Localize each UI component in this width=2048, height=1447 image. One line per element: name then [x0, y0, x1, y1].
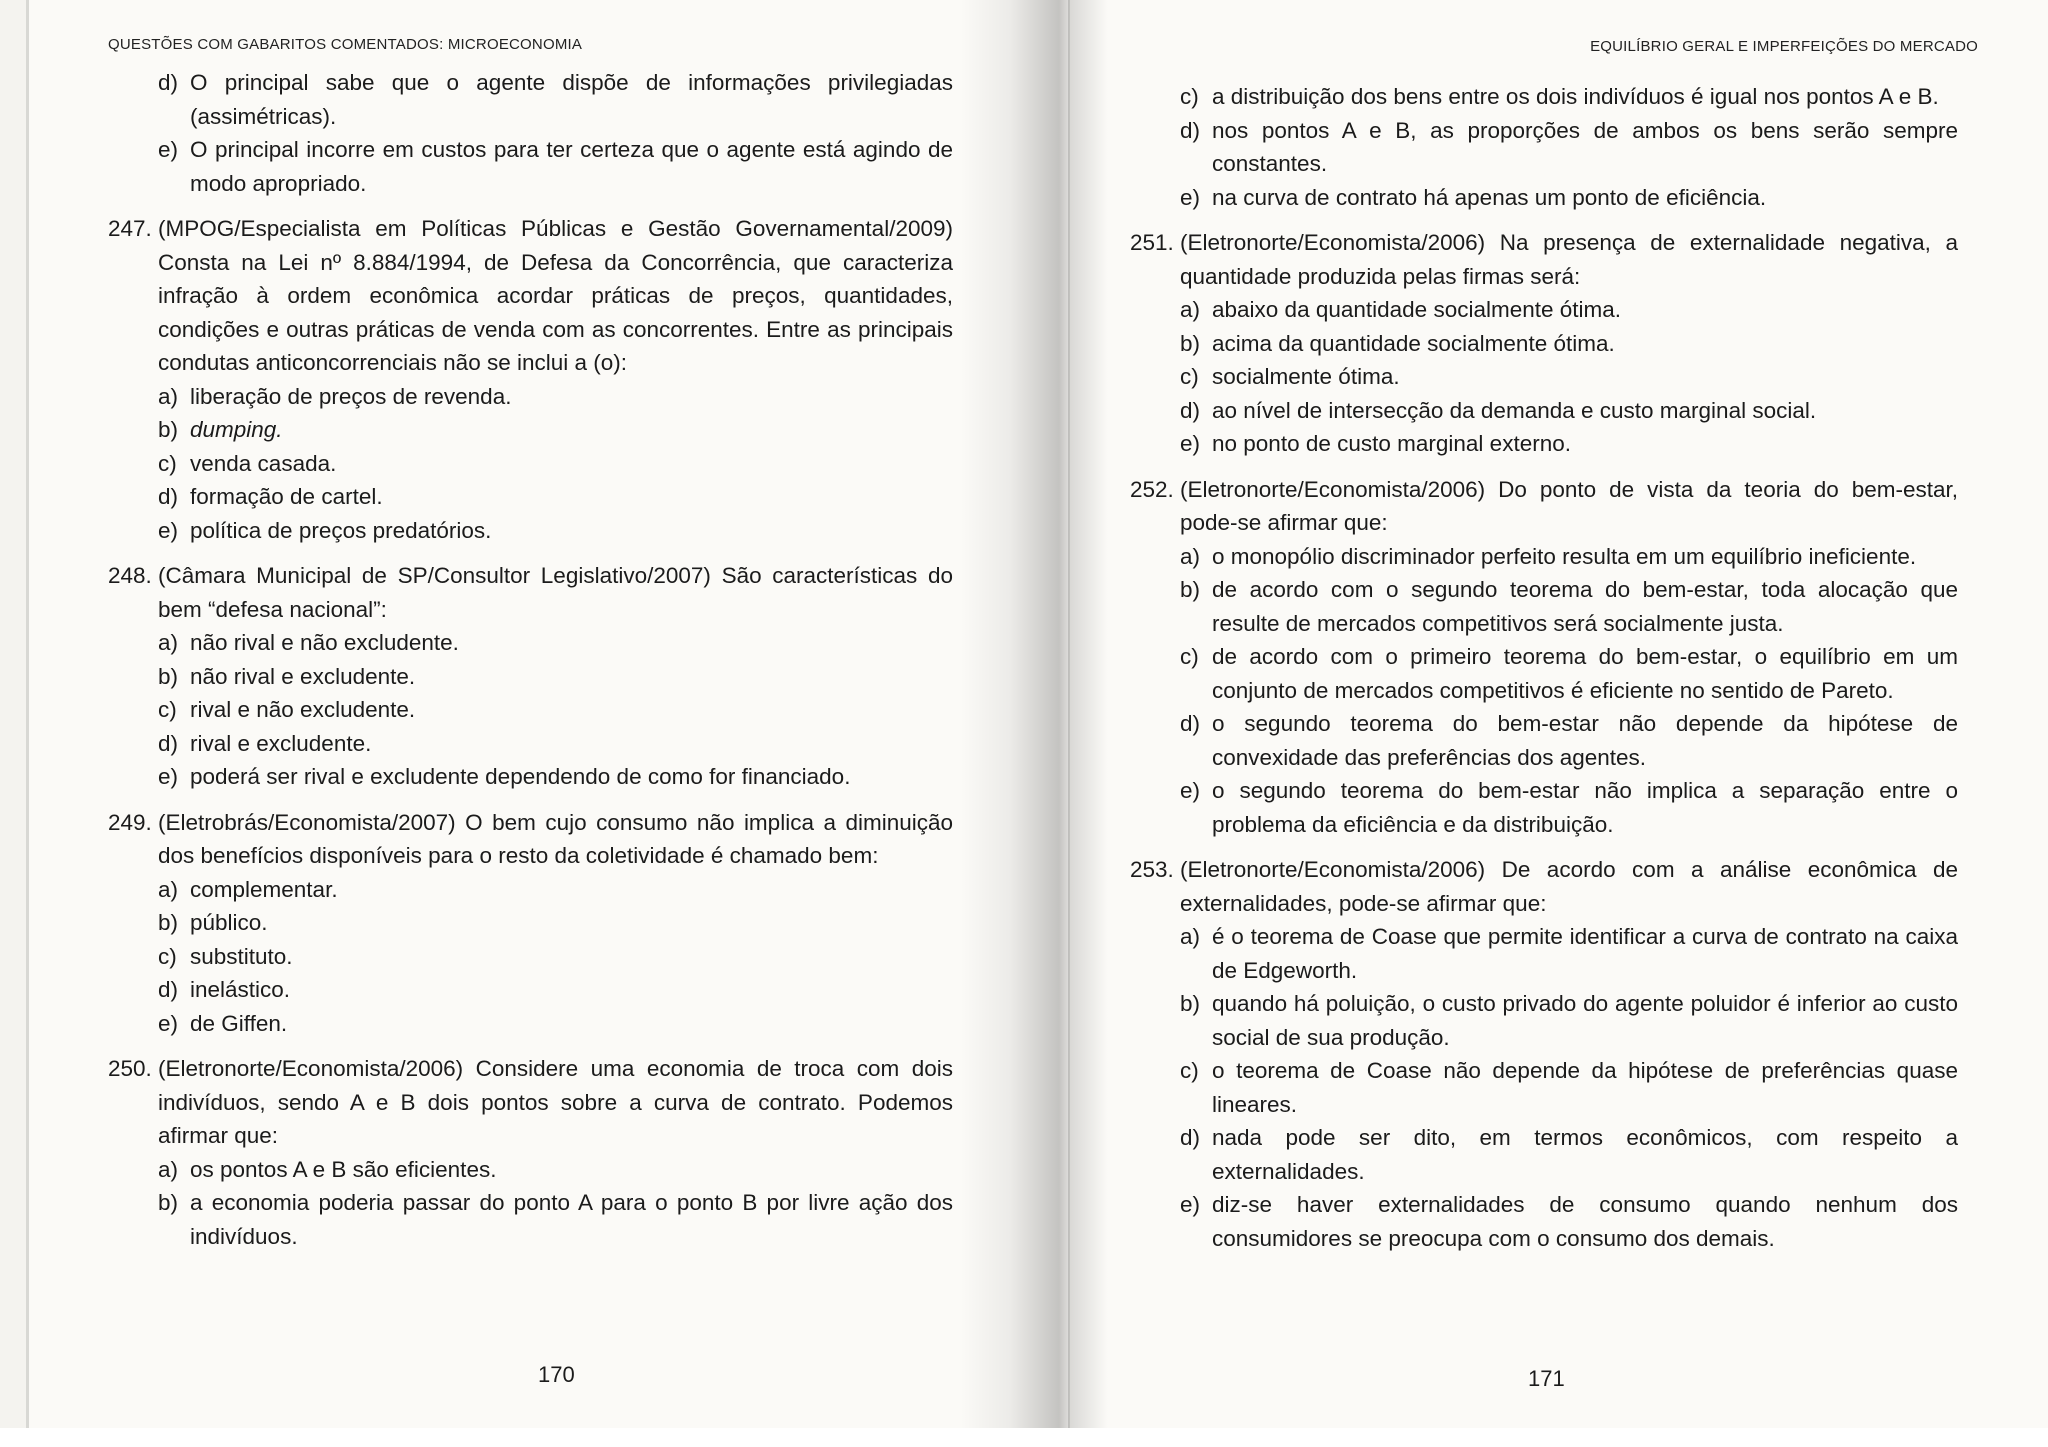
answer-option [108, 626, 953, 660]
option-text: a distribuição dos bens entre os dois indivíduos é igual nos pontos A e B. [1212, 84, 1939, 109]
option-text: inelástico. [190, 977, 291, 1002]
option-letter: d) [1180, 117, 1201, 143]
option-letter: b) [158, 663, 179, 689]
answer-option [108, 133, 953, 200]
option-text: dumping. [190, 417, 283, 442]
question-text: (Eletronorte/Economista/2006) Do ponto de vista da teoria do bem-estar, pode-se afirmar que: [1180, 476, 1958, 535]
right-page-text [1130, 80, 1958, 1267]
option-text: abaixo da quantidade socialmente ótima. [1212, 297, 1622, 322]
left-page-text [108, 66, 953, 1265]
option-letter: a) [158, 383, 179, 409]
option-text: formação de cartel. [190, 484, 383, 509]
option-text: de acordo com o segundo teorema do bem-estar, toda alocação que resulte de mercados competitivos será socialmente justa. [1212, 577, 1958, 636]
option-letter: a) [158, 876, 179, 902]
option-letter: e) [1180, 778, 1201, 803]
option-letter: b) [1180, 330, 1201, 356]
answer-option [1130, 774, 1958, 841]
question-stem [1130, 473, 1958, 540]
running-header-right: EQUILÍBRIO GERAL E IMPERFEIÇÕES DO MERCADO [1590, 38, 1978, 55]
option-letter: e) [158, 1010, 179, 1036]
answer-option [108, 973, 953, 1007]
option-text: poderá ser rival e excludente dependendo de como for financiado. [190, 764, 851, 789]
option-text: o monopólio discriminador perfeito resulta em um equilíbrio ineficiente. [1212, 543, 1917, 569]
answer-option [108, 514, 953, 548]
option-text: venda casada. [190, 450, 337, 476]
answer-option [108, 906, 953, 940]
option-letter: e) [1180, 1192, 1201, 1217]
option-letter: b) [1180, 577, 1201, 602]
option-letter: b) [158, 417, 179, 442]
option-letter: d) [158, 70, 179, 95]
page-number-right: 171 [1528, 1366, 1565, 1391]
question-252 [1130, 473, 1958, 842]
answer-option [1130, 573, 1958, 640]
answer-option [108, 727, 953, 761]
option-letter: e) [1180, 184, 1201, 210]
option-text: a economia poderia passar do ponto A para o ponto B por livre ação dos indivíduos. [190, 1190, 953, 1249]
question-text: (Eletronorte/Economista/2006) Na presença de externalidade negativa, a quantidade produzida pelas firmas será: [1180, 230, 1958, 289]
option-letter: c) [158, 697, 177, 722]
option-letter: c) [1180, 84, 1199, 109]
option-letter: b) [158, 910, 179, 935]
option-text: de acordo com o primeiro teorema do bem-estar, o equilíbrio em um conjunto de mercados competitivos é eficiente no sentido de Pareto. [1212, 644, 1958, 703]
page-bottom-edge [0, 1428, 2048, 1447]
option-text: o teorema de Coase não depende da hipótese de preferências quase lineares. [1212, 1058, 1958, 1117]
question-number: 248. [108, 563, 152, 588]
answer-option [1130, 1188, 1958, 1255]
option-text: público. [190, 910, 268, 935]
question-stem [108, 559, 953, 626]
question-number: 253. [1130, 857, 1174, 882]
option-letter: e) [158, 137, 179, 162]
option-letter: c) [1180, 644, 1199, 669]
question-250 [108, 1052, 953, 1253]
question-text: (Eletronorte/Economista/2006) Considere uma economia de troca com dois indivíduos, sendo A e B dois pontos sobre a curva de contrato. Podemos afirmar que: [158, 1056, 953, 1148]
option-text: ao nível de intersecção da demanda e custo marginal social. [1212, 397, 1817, 423]
question-number: 247. [108, 216, 152, 241]
option-letter: b) [1180, 991, 1201, 1016]
running-header-left: QUESTÕES COM GABARITOS COMENTADOS: MICROECONOMIA [108, 36, 583, 53]
answer-option [108, 480, 953, 514]
option-text: acima da quantidade socialmente ótima. [1212, 330, 1615, 356]
option-letter: d) [1180, 397, 1201, 423]
answer-option [108, 660, 953, 694]
option-text: o segundo teorema do bem-estar não depende da hipótese de convexidade das preferências dos agentes. [1212, 711, 1958, 770]
option-text: no ponto de custo marginal externo. [1212, 431, 1571, 456]
answer-option [1130, 640, 1958, 707]
option-text: os pontos A e B são eficientes. [190, 1156, 497, 1182]
question-253 [1130, 853, 1958, 1255]
question-text: (Câmara Municipal de SP/Consultor Legislativo/2007) São características do bem “defesa nacional”: [158, 563, 953, 622]
option-letter: e) [158, 764, 179, 789]
answer-option [1130, 540, 1958, 574]
option-letter: a) [1180, 543, 1201, 569]
answer-option [1130, 920, 1958, 987]
option-letter: c) [158, 943, 177, 969]
question-249 [108, 806, 953, 1041]
answer-option [1130, 80, 1958, 114]
question-stem [108, 1052, 953, 1153]
answer-option [1130, 987, 1958, 1054]
option-letter: d) [158, 484, 179, 509]
option-text: complementar. [190, 876, 338, 902]
option-text: O principal incorre em custos para ter certeza que o agente está agindo de modo apropriado. [190, 137, 953, 196]
question-247 [108, 212, 953, 547]
answer-option [108, 447, 953, 481]
option-letter: b) [158, 1190, 179, 1215]
question-stem [1130, 226, 1958, 293]
question-number: 249. [108, 809, 152, 835]
option-letter: a) [1180, 924, 1201, 949]
option-text: na curva de contrato há apenas um ponto de eficiência. [1212, 184, 1767, 210]
answer-option [1130, 293, 1958, 327]
option-text: o segundo teorema do bem-estar não implica a separação entre o problema da eficiência e da distribuição. [1212, 778, 1958, 837]
answer-option [108, 413, 953, 447]
answer-option [108, 1007, 953, 1041]
option-text: não rival e excludente. [190, 663, 416, 689]
option-text: socialmente ótima. [1212, 364, 1400, 389]
option-text: é o teorema de Coase que permite identificar a curva de contrato na caixa de Edgeworth. [1212, 924, 1958, 983]
option-letter: c) [158, 450, 177, 476]
option-text: rival e excludente. [190, 730, 372, 756]
answer-option [1130, 1054, 1958, 1121]
question-number: 252. [1130, 476, 1174, 502]
question-stem [108, 212, 953, 380]
option-text: não rival e não excludente. [190, 630, 459, 655]
option-letter: e) [1180, 431, 1201, 456]
option-text: substituto. [190, 943, 293, 969]
answer-option [108, 873, 953, 907]
answer-option [1130, 114, 1958, 181]
answer-option [108, 66, 953, 133]
option-text: política de preços predatórios. [190, 517, 492, 543]
option-text: quando há poluição, o custo privado do agente poluidor é inferior ao custo social de sua produção. [1212, 991, 1958, 1050]
answer-option [108, 940, 953, 974]
question-text: (MPOG/Especialista em Políticas Públicas e Gestão Governamental/2009) Consta na Lei nº 8.884/1994, de Defesa da Concorrência, que caracteriza infração à ordem econômica acordar práticas de preços, quantidades, condições e outras práticas de venda com as concorrentes. Entre as principais condutas anticoncorrenciais não se inclui a (o): [158, 216, 953, 375]
continued-options [108, 66, 953, 200]
option-text: O principal sabe que o agente dispõe de informações privilegiadas (assimétricas). [190, 70, 953, 129]
question-text: (Eletronorte/Economista/2006) De acordo com a análise econômica de externalidades, pode-se afirmar que: [1180, 857, 1958, 916]
option-text: rival e não excludente. [190, 697, 416, 722]
option-letter: a) [158, 630, 179, 655]
answer-option [108, 1186, 953, 1253]
question-248 [108, 559, 953, 794]
answer-option [108, 760, 953, 794]
answer-option [1130, 394, 1958, 428]
question-stem [1130, 853, 1958, 920]
question-text: (Eletrobrás/Economista/2007) O bem cujo consumo não implica a diminuição dos benefícios disponíveis para o resto da coletividade é chamado bem: [158, 809, 953, 868]
answer-option [108, 1153, 953, 1187]
answer-option [108, 380, 953, 414]
question-stem [108, 806, 953, 873]
answer-option [1130, 360, 1958, 394]
option-text: diz-se haver externalidades de consumo quando nenhum dos consumidores se preocupa com o consumo dos demais. [1212, 1192, 1958, 1251]
option-text: liberação de preços de revenda. [190, 383, 512, 409]
option-letter: d) [1180, 711, 1201, 736]
option-letter: c) [1180, 1058, 1199, 1083]
answer-option [1130, 427, 1958, 461]
question-number: 250. [108, 1056, 152, 1081]
answer-option [1130, 707, 1958, 774]
option-letter: d) [158, 730, 179, 756]
option-letter: d) [158, 977, 179, 1002]
option-text: nada pode ser dito, em termos econômicos, com respeito a externalidades. [1212, 1125, 1958, 1184]
option-letter: a) [1180, 297, 1201, 322]
option-letter: e) [158, 517, 179, 543]
question-251 [1130, 226, 1958, 461]
option-letter: c) [1180, 364, 1199, 389]
option-letter: a) [158, 1156, 179, 1182]
question-number: 251. [1130, 230, 1174, 255]
option-text: de Giffen. [190, 1010, 288, 1036]
answer-option [1130, 1121, 1958, 1188]
continued-options [1130, 80, 1958, 214]
option-letter: d) [1180, 1125, 1201, 1150]
page-number-left: 170 [538, 1362, 575, 1387]
answer-option [1130, 181, 1958, 215]
answer-option [1130, 327, 1958, 361]
option-text: nos pontos A e B, as proporções de ambos os bens serão sempre constantes. [1212, 117, 1958, 176]
answer-option [108, 693, 953, 727]
